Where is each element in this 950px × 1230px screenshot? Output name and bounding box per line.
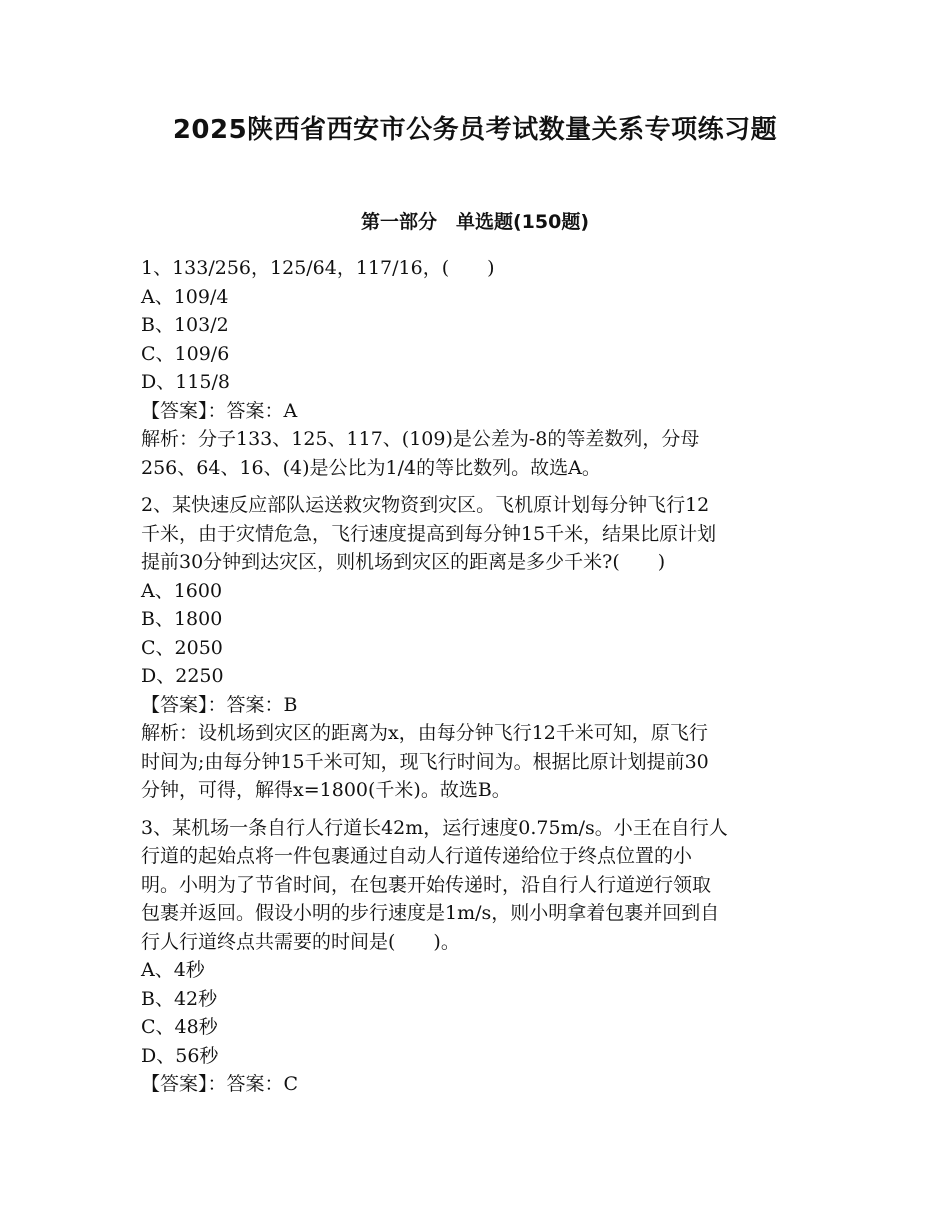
option-b: B、1800 [141, 608, 223, 630]
analysis-line: 256、64、16、(4)是公比为1/4的等比数列。故选A。 [141, 456, 601, 479]
option-d: D、2250 [141, 665, 224, 687]
option-c: C、109/6 [141, 342, 230, 365]
answer-line: 【答案】：答案：B [141, 693, 298, 716]
question-stem-line: 3、某机场一条自行人行道长42m，运行速度0.75m/s。小王在自行人 [141, 816, 728, 839]
question-stem-line: 行道的起始点将一件包裹通过自动人行道传递给位于终点位置的小 [141, 845, 693, 867]
question-list [141, 254, 806, 1108]
analysis-line: 解析：分子133、125、117、(109)是公差为-8的等差数列，分母 [141, 428, 700, 450]
question-stem-line: 千米，由于灾情危急，飞行速度提高到每分钟15千米，结果比原计划 [141, 522, 717, 545]
answer-line: 【答案】：答案：A [141, 399, 298, 422]
analysis-line: 时间为;由每分钟15千米可知，现飞行时间为。根据比原计划提前30 [141, 750, 709, 773]
option-b: B、42秒 [141, 987, 218, 1010]
option-c: C、48秒 [141, 1016, 218, 1038]
analysis-line: 分钟，可得，解得x=1800(千米)。故选B。 [141, 779, 511, 801]
question-stem-line: 包裹并返回。假设小明的步行速度是1m/s，则小明拿着包裹并回到自 [141, 902, 720, 924]
question-stem-line: 行人行道终点共需要的时间是( )。 [141, 930, 460, 953]
answer-line: 【答案】：答案：C [141, 1073, 299, 1095]
question-2 [141, 491, 806, 805]
option-c: C、2050 [141, 636, 223, 659]
option-a: A、4秒 [141, 959, 205, 981]
question-stem-line: 2、某快速反应部队运送救灾物资到灾区。飞机原计划每分钟飞行12 [141, 494, 710, 516]
question-1 [141, 254, 806, 482]
analysis-line: 解析：设机场到灾区的距离为x，由每分钟飞行12千米可知，原飞行 [141, 722, 708, 744]
question-stem-line: 明。小明为了节省时间，在包裹开始传递时，沿自行人行道逆行领取 [141, 873, 712, 896]
option-a: A、1600 [141, 579, 223, 602]
option-a: A、109/4 [141, 285, 229, 308]
option-d: D、56秒 [141, 1044, 219, 1067]
section-title: 第一部分 单选题(150题) [360, 211, 590, 233]
question-3 [141, 814, 806, 1099]
option-d: D、115/8 [141, 371, 230, 393]
document-title: 2025陕西省西安市公务员考试数量关系专项练习题 [172, 115, 778, 145]
question-stem-line: 1、133/256，125/64，117/16，( ) [141, 257, 495, 279]
question-stem-line: 提前30分钟到达灾区，则机场到灾区的距离是多少千米?( ) [141, 551, 666, 573]
option-b: B、103/2 [141, 314, 229, 336]
